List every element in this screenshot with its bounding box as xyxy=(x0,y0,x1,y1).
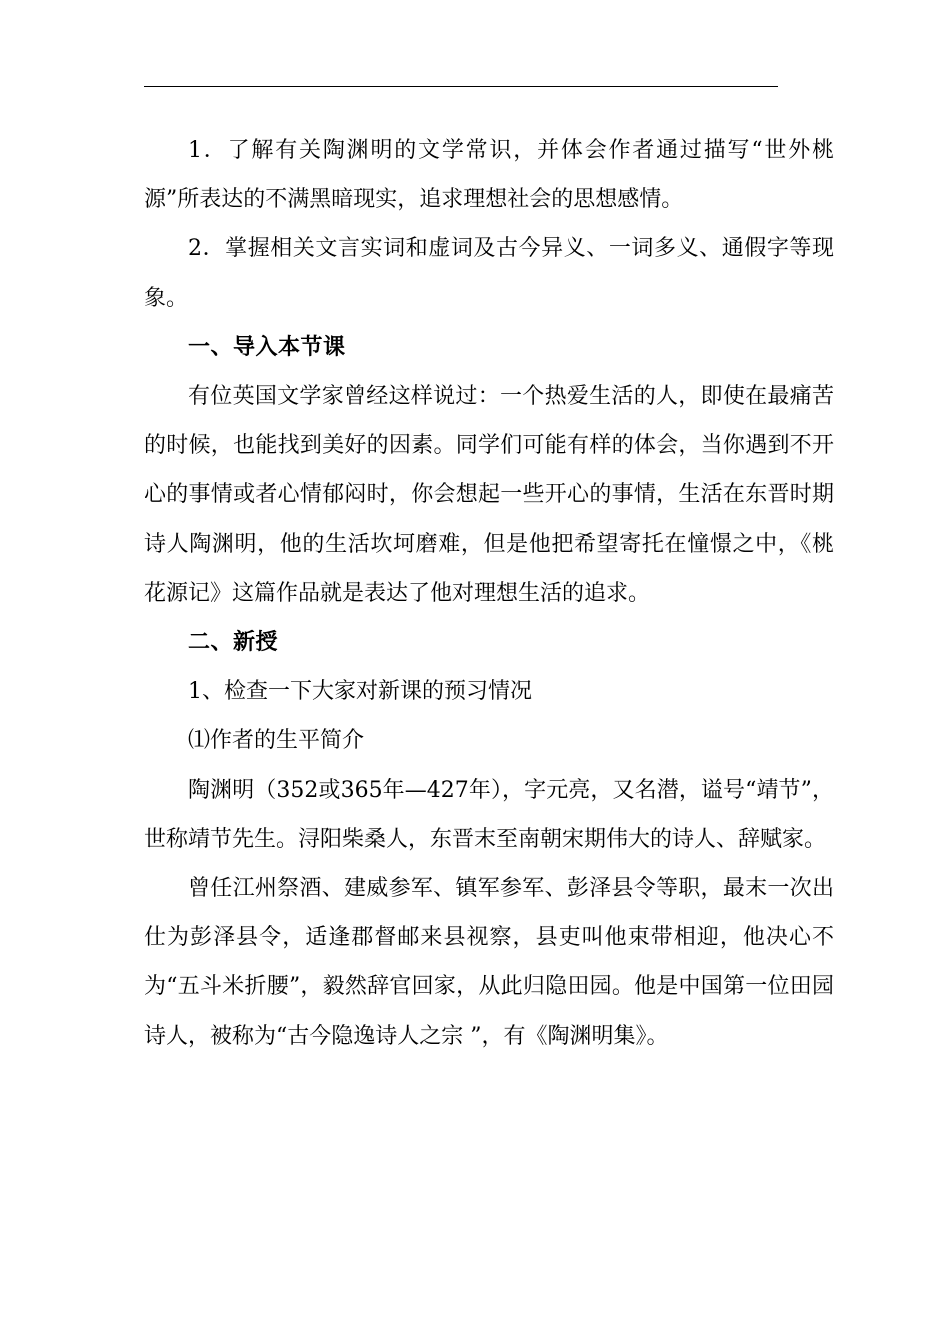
document-body xyxy=(144,126,834,1061)
header-rule xyxy=(144,86,778,87)
section-heading-new-lesson: 二、新授 xyxy=(188,630,279,656)
objective-2: 2．掌握相关文言实词和虚词及古今异义、一词多义、通假字等现象。 xyxy=(144,236,834,311)
subsection-author-bio: ⑴作者的生平简介 xyxy=(188,728,365,754)
author-bio-paragraph-2: 曾任江州祭酒、建威参军、镇军参军、彭泽县令等职，最末一次出仕为彭泽县令，适逢郡督邮来县视察，县吏叫他束带相迎，他决心不为“五斗米折腰”，毅然辞官回家，从此归隐田园。他是中国第一位田园诗人，被称为“古今隐逸诗人之宗 ”，有《陶渊明集》。 xyxy=(144,876,834,1049)
objective-1: 1．了解有关陶渊明的文学常识，并体会作者通过描写“世外桃源”所表达的不满黑暗现实，追求理想社会的思想感情。 xyxy=(144,138,834,213)
section-heading-intro: 一、导入本节课 xyxy=(188,334,346,360)
author-bio-paragraph-1: 陶渊明（352或365年—427年），字元亮，又名潜，谥号“靖节”，世称靖节先生。浔阳柴桑人，东晋末至南朝宋期伟大的诗人、辞赋家。 xyxy=(144,777,834,852)
intro-paragraph: 有位英国文学家曾经这样说过：一个热爱生活的人，即使在最痛苦的时候，也能找到美好的因素。同学们可能有样的体会，当你遇到不开心的事情或者心情郁闷时，你会想起一些开心的事情，生活在东晋时期诗人陶渊明，他的生活坎坷磨难，但是他把希望寄托在憧憬之中，《桃花源记》这篇作品就是表达了他对理想生活的追求。 xyxy=(144,384,834,606)
subsection-preview-check: 1、检查一下大家对新课的预习情况 xyxy=(188,679,532,705)
